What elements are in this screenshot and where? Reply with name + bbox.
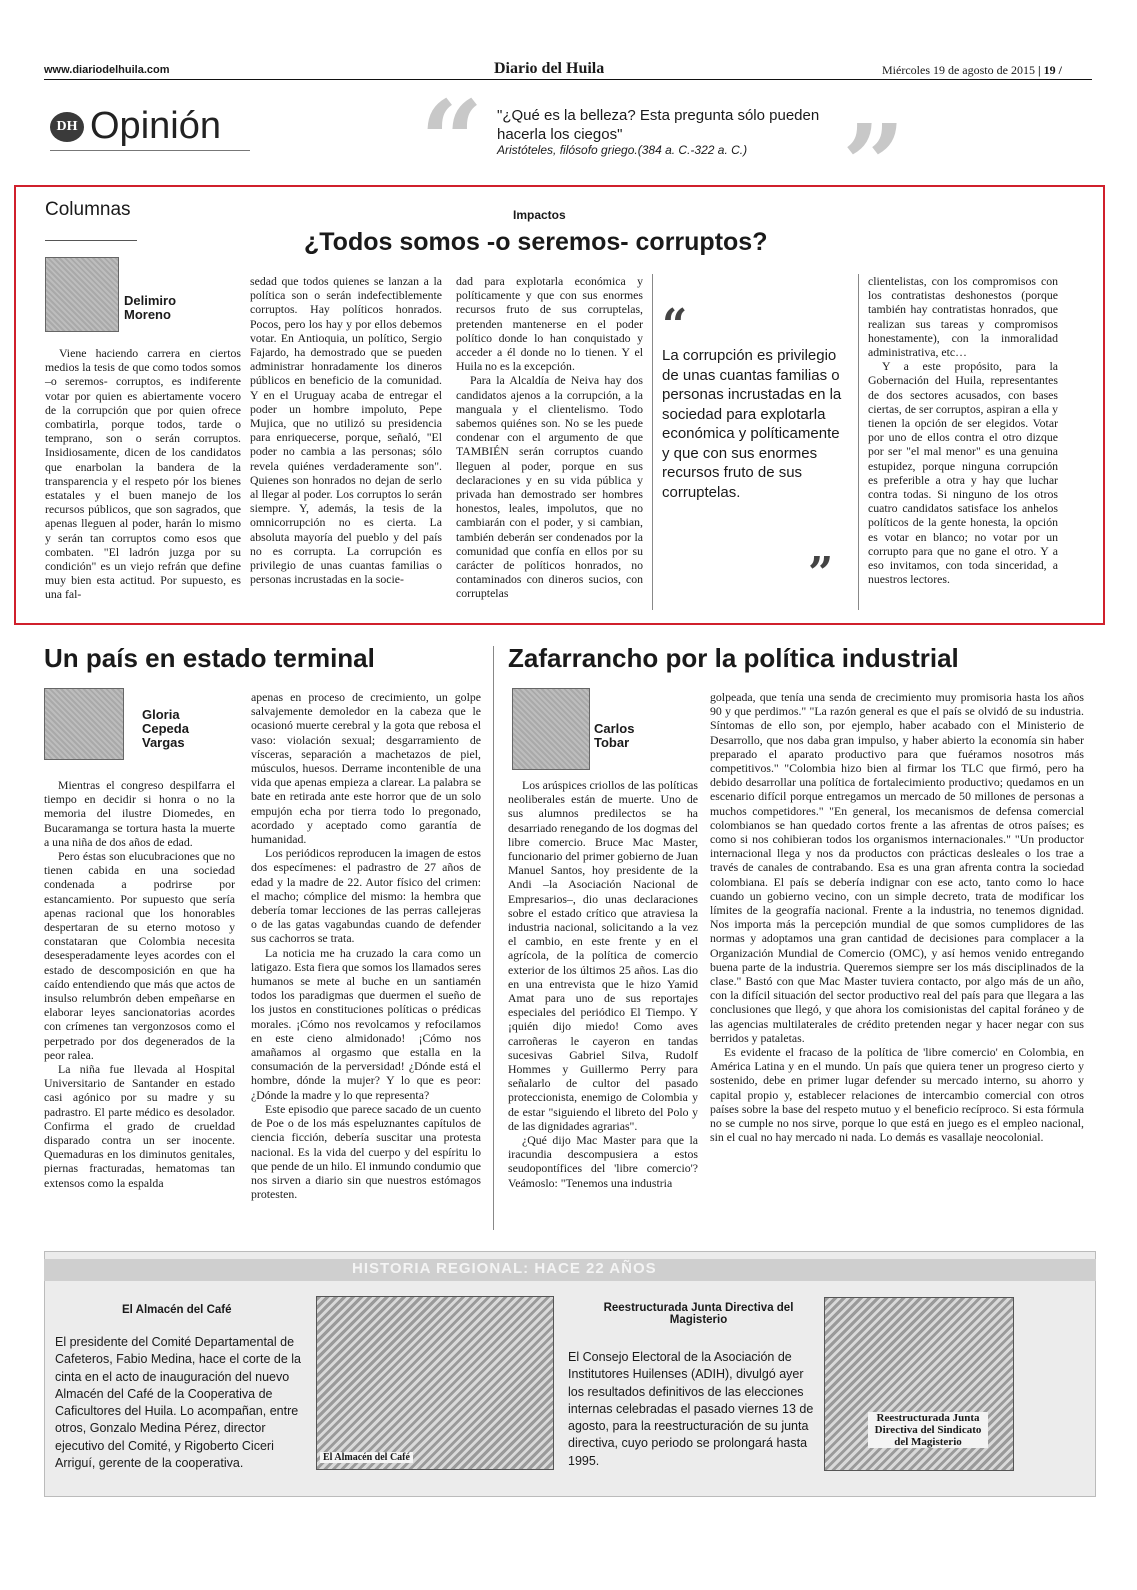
column-3 — [456, 274, 643, 601]
paragraph: Los arúspices criollos de las políticas neoliberales están de muerte. Uno de sus alumnos predilectos se ha desarriado renegando de los dogmas del libre comercio. Bruce Mac Master, funcionario del primer gobierno de Juan Manuel Santos, hoy presidente de la Andi –la Asociación Nacional de Empresarios–, dio unas declaraciones sobre el estado crítico que atraviesa la industria nacional, solicitando a la vez el cambio, en este frente y en el agrícola, de la política de comercio exterior de los últimos 25 años. Las dio en una entrevista que le hizo Yamid Amat para uno de sus reportajes especiales del periódico El Tiempo. Y ¡quién dijo miedo! Como aves carroñeras le cayeron en tandas sucesivas Gabriel Silva, Rudolf Hommes y Guillermo Perry para señalarlo de cultor del pasado proteccionista, enemigo de Colombia y de estar "siguiendo el libreto del Polo y de las dignidades agrarias". — [508, 778, 698, 1133]
site-url[interactable]: www.diariodelhuila.com — [44, 64, 170, 76]
author-name-cepeda — [142, 708, 189, 750]
section-header — [50, 105, 221, 148]
paragraph: Pero éstas son elucubraciones que no tienen cabida en una sociedad condenada a podrirse por estancamiento. Por supuesto que sería apenas racional que los honorables despertaran de su eterno motoso y constataran que Colombia necesita desesperadamente leyes acordes con el estado de descomposición en que ha caído entendiendo que más que actos de insulso relumbrón deben empeñarse en elaborar leyes sancionatorias acordes con crímenes tan vergonzosos como el perpetrado por dos degenerados de la peor ralea. — [44, 849, 235, 1062]
paragraph: Es evidente el fracaso de la política de 'libre comercio' en Colombia, en América Latina y en el mundo. Un país que quiera tener un progreso cierto y sostenido, debe en primer lugar defender su mercado interno, su ahorro y capital propio y, establecer relaciones de intercambio comercial con otros países sobre la base del respeto mutuo y el beneficio recíproco. Si esta fórmula no se cumple no nos sirve, porque lo que está en juego es el empleo nacional, sin el cual no hay mercado ni nada. Lo demás es vasallaje neocolonial. — [710, 1045, 1084, 1145]
divider — [858, 274, 859, 610]
paragraph: Este episodio que parece sacado de un cuento de Poe o de los más espeluznantes capítulos de ciencia ficción, debería suscitar una protesta nacional. Es la vida del cuerpo y del espíritu lo que pende de un hilo. El inmundo condumio que nos sirven a diario sin que nuestros estómagos protesten. — [251, 1101, 481, 1202]
column-zaf-1 — [508, 778, 698, 1190]
author-last: Vargas — [142, 735, 185, 750]
author-photo-tobar — [512, 688, 590, 770]
author-name-tobar — [594, 722, 634, 750]
author-first: Gloria — [142, 707, 180, 722]
column-1 — [45, 346, 241, 602]
newspaper-name — [494, 60, 604, 78]
pullquote: La corrupción es privilegio de unas cuantas familias o personas incrustadas en la sociedad para explotarla económica y políticamente y que con sus enormes recursos fruto de sus corruptelas. — [662, 347, 842, 501]
column-pais-2 — [251, 690, 481, 1201]
columnas-rule — [45, 240, 137, 241]
headline-pais: Un país en estado terminal — [44, 643, 375, 673]
paragraph: Para la Alcaldía de Neiva hay dos candidatos ajenos a la corrupción, a la manguala y el clientelismo. Todo sabemos quiénes son. No se les puede condenar con el argumento de que TAMBIÉN serán corruptos cuando lleguen al poder, porque en sus declaraciones y en su vida pública y privada han demostrado ser hombres honestos, leales, impolutos, que no cambiarán con el poder, y si cambian, también deberán ser condenados por la comunidad que confía en ellos por su carácter de políticos honrados, no contaminados con dineros sucios, con corruptelas — [456, 373, 643, 601]
author-photo-moreno — [45, 257, 119, 332]
author-photo-cepeda — [44, 688, 124, 760]
historia-item2-head: Reestructurada Junta Directiva del Magisterio — [603, 1302, 794, 1326]
quote-open-icon: “ — [420, 76, 484, 205]
paragraph: La niña fue llevada al Hospital Universitario de Santander en estado casi agónico por su madre y su padrastro. El parte médico es desolador. Confirma el grado de crueldad disparado contra un ser inocente. Quemaduras en los diminutos genitales, piernas fracturadas, hematomas tan extensos como la espalda — [44, 1062, 235, 1190]
header-quote-text: "¿Qué es la belleza? Esta pregunta sólo pueden hacerla los ciegos" — [497, 107, 820, 143]
paragraph: Los periódicos reproducen la imagen de estos dos especímenes: el padrastro de 27 años de edad y la madre de 22. Autor físico del crimen: el macho; cómplice del mismo: la hembra que debería tomar lecciones de las perras callejeras o de las gatas vagabundas cuando de defender sus cachorros se trata. — [251, 846, 481, 946]
headline-zafarrancho: Zafarrancho por la política industrial — [508, 643, 959, 673]
pullquote-open-icon: “ — [662, 300, 688, 351]
historia-item1-text: El presidente del Comité Departamental de Cafeteros, Fabio Medina, hace el corte de la cinta en el acto de inauguración del nuevo Almacén del Café de la Cooperativa de Caficultores del Huila. Lo acompañan, entre otros, Gonzalo Medina Pérez, director ejecutivo del Comité, y Rigoberto Ciceri Arriguí, gerente de la cooperativa. — [55, 1335, 301, 1471]
column-zaf-2 — [710, 690, 1084, 1145]
column-pais-1 — [44, 778, 235, 1190]
header-quote-author: Aristóteles, filósofo griego.(384 a. C.-322 a. C.) — [497, 143, 748, 157]
column-2 — [250, 274, 442, 586]
paragraph: La noticia me ha cruzado la cara como un latigazo. Esta fiera que somos los llamados seres humanos se mete al buche en un santiamén todos los paradigmas que duermen el sueño de los justos en constituciones políticas o prédicas morales. ¡Cómo nos revolcamos y refocilamos en este cieno almidonado! ¡Cómo nos amañamos al orgasmo que estalla en la consumación de la perversidad! ¿Dónde está el hombre, dónde la mujer? Y lo que es peor: ¿Dónde la madre y lo que representa? — [251, 945, 481, 1102]
author-last: Tobar — [594, 735, 630, 750]
paragraph: sedad que todos quienes se lanzan a la política son o serán indefectiblemente corruptos. Hay políticos honrados. Pocos, pero los hay y por ellos debemos votar. En Antioquia, un político, Sergio Fajardo, ha demostrado que se pueden administrar honradamente los dineros públicos en beneficio de la comunidad. Y en el Uruguay acaba de entregar el poder un hombre impoluto, Pepe Mujica, que no utilizó su presidencia para enriquecerse, porque, señaló, "El poder no cambia a las personas; sólo revela quiénes verdaderamente son". Quienes son honrados no dejan de serlo al llegar al poder. Los corruptos lo serán siempre. Y, además, la tesis de la omnicorrupción no es cierta. La absoluta mayoría del pueblo y del país no es corrupta. La corrupción es privilegio de unas cuantas familias o personas incrustadas en la socie- — [250, 274, 442, 587]
issue-date — [882, 63, 1062, 78]
historia-title: HISTORIA REGIONAL: HACE 22 AÑOS — [352, 1260, 657, 1277]
historia-item2-text: El Consejo Electoral de la Asociación de Institutores Huilenses (ADIH), divulgó ayer los resultados definitivos de las elecciones internas celebradas el pasado viernes 13 de agosto, para la reestructuración de su junta directiva, cuyo periodo se prolongará hasta 1995. — [568, 1350, 814, 1468]
historia-caption-2: Reestructurada Junta Directiva del Sindicato del Magisterio — [868, 1412, 988, 1448]
paragraph: golpeada, que tenía una senda de crecimiento muy promisoria hasta los años 90 y que perdimos." "La razón general es que el país se olvidó de su industria. Síntomas de ello son, por ejemplo, haber acabado con el Ministerio de Desarrollo, que nos daba gran impulso, y haber abierto la economía sin haber preparado el aparato productivo para que fuéramos nosotros más competitivos." "Colombia hizo bien al firmar los TLC que firmó, pero ha debido desarrollar una política de fortalecimiento productivo; quedamos en un escenario difícil porque entregamos un mercado de 50 millones de personas a muchos competidores." "En general, los mecanismos de defensa comercial colombianos se han quedado cortos frente a las afrentas de otros países; es como si nos cohibieran todos los organismos internacionales." "Un productor internacional llega y nos da productos con prácticas desleales o los trae a través de canales de contrabando. Esa es una gran afrenta contra la sociedad colombiana. El país se debería indignar con ese acto, tanto como lo hace cuando un gobierno vecino, con un simple decreto, trata de modificar los límites de la geografía nacional. Frente a la industria, no tenemos dignidad. Nos importa más la percepción mundial de que somos cumplidores de las normas y adoptamos una gran cantidad de decisiones para complacer a la Organización Mundial de Comercio (OMC), y así hemos venido entregando buena parte de la industria. Queremos siempre ser los más disciplinados de la clase." Bastó con que Mac Master tuviera contacto, por algo más de un año, con la difícil situación del sector productivo real del país para que llegara a las conclusiones que llegó, y que ahora los comisionistas del capital foráneo y de las agencias multilaterales de crédito pretenden negar y hacer negar con sus berridos y pataletas. — [710, 690, 1084, 1045]
kicker: Impactos — [513, 208, 566, 222]
paragraph: Viene haciendo carrera en ciertos medios la tesis de que como todos somos –o seremos- corruptos, es indiferente votar por quien es abiertamente vocero de la corrupción que por quien ofrece combatirla, porque todos, tarde o temprano, son o serán corruptos. Insidiosamente, dicen de los candidatos que enarbolan la bandera de la transparencia y el respeto pór los bienes estatales y el buen manejo de los recursos públicos, que son sagrados, que apenas lleguen al poder, harán lo mismo y serán tan corruptos como esos que combaten. "El ladrón juzga por su condición" es un viejo refrán que define muy bien esta actitud. Por supuesto, es una fal- — [45, 346, 241, 602]
historia-caption-1: El Almacén del Café — [320, 1452, 413, 1463]
paragraph: dad para explotarla económica y políticamente y que con sus enormes recursos fruto de sus corruptelas, pretenden mantenerse en el poder político donde lo han conquistado y acceder a él donde no lo tienen. Y el Huila no es la excepción. — [456, 274, 643, 374]
paragraph: ¿Qué dijo Mac Master para que la iracundia descompusiera a estos seudopontífices del 'libre comercio'? Veámoslo: "Tenemos una industria — [508, 1133, 698, 1190]
columnas-label: Columnas — [45, 199, 131, 220]
paragraph: Mientras el congreso despilfarra el tiempo en decidir si honra o no la memoria del ilustre Diomedes, en Bucaramanga se tortura hasta la muerte a una niña de dos años de edad. — [44, 778, 235, 849]
paragraph: clientelistas, con los compromisos con los contratistas deshonestos (porque también hay contratistas honrados, que realizan sus tareas y compromisos honestamente), con la inmoralidad administrativa, etc… — [868, 274, 1058, 360]
paragraph: Y a este propósito, para la Gobernación del Huila, representantes de dos sectores acusados, con bases ciertas, de ser corruptos, aspiran a ella y tienen la opción de ser elegidos. Votar por uno de ellos contra el otro dizque por ser "el mal menor" es una genuina estupidez, porque ninguna corrupción es preferible a otra y hay que luchar contra todas. Si ninguno de los otros cuatro candidatos satisface los anhelos políticos de la gente honesta, la opción es votar en blanco; no votar por un corrupto para que no gane el otro. Y a eso invitamos, con toda sinceridad, a nuestros lectores. — [868, 359, 1058, 587]
page-number: | 19 / — [1037, 63, 1062, 77]
date-text: Miércoles 19 de agosto de 2015 — [882, 63, 1035, 77]
column-5 — [868, 274, 1058, 586]
section-title: Opinión — [90, 105, 221, 147]
historia-photo-almacen — [316, 1296, 554, 1470]
pullquote-close-icon: ” — [808, 548, 834, 599]
author-mid: Cepeda — [142, 721, 189, 736]
newspaper-name-a: Diario del — [494, 60, 566, 77]
paragraph: apenas en proceso de crecimiento, un golpe salvajemente demoledor en la cabeza que le ocasionó muerte cerebral y la gota que rebosa el vaso: violación sexual; desgarramiento de vísceras, separación a machetazos de piel, músculos, huesos. Derrame incontenible de una vida que apenas empieza a clarear. La palabra se bate en retirada ante este horror que de un solo empujón echa por tierra todo lo pregonado, acordado y aceptado como garantía de humanidad. — [251, 690, 481, 847]
author-name-moreno — [124, 294, 176, 322]
section-rule — [50, 150, 250, 151]
author-last: Moreno — [124, 307, 171, 322]
historia-item1-head: El Almacén del Café — [122, 1304, 232, 1316]
divider — [493, 646, 494, 1230]
author-first: Carlos — [594, 721, 635, 736]
quote-close-icon: ” — [842, 100, 906, 229]
headline-columnas: ¿Todos somos -o seremos- corruptos? — [304, 228, 768, 256]
author-first: Delimiro — [124, 293, 177, 308]
divider — [652, 274, 653, 610]
header-rule — [44, 79, 1092, 80]
newspaper-name-b: Huila — [566, 60, 605, 77]
dh-logo: DH — [50, 112, 84, 142]
